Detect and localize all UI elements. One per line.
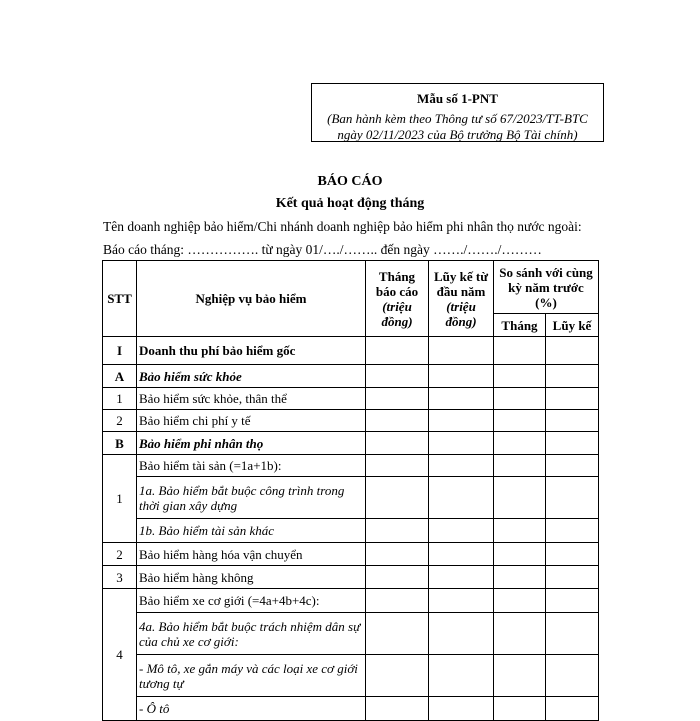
header-compare-ytd: Lũy kế [546, 314, 599, 337]
row-stt: 1 [103, 388, 137, 410]
table-row [103, 519, 599, 543]
table-row [103, 697, 599, 721]
table-row [103, 337, 599, 365]
cell-month [366, 655, 429, 697]
cell-ytd [429, 432, 494, 455]
table-row [103, 613, 599, 655]
cell-compare-month [494, 589, 546, 613]
row-label: Bảo hiểm chi phí y tế [137, 410, 366, 432]
cell-compare-ytd [546, 455, 599, 477]
table-row [103, 655, 599, 697]
cell-month [366, 455, 429, 477]
cell-compare-month [494, 543, 546, 566]
period-line: Báo cáo tháng: ……………. từ ngày 01/…./…….. đến ngày ……./……./……… [103, 242, 542, 257]
row-label: Bảo hiểm hàng không [137, 566, 366, 589]
cell-ytd [429, 337, 494, 365]
cell-compare-month [494, 477, 546, 519]
cell-compare-ytd [546, 432, 599, 455]
cell-compare-ytd [546, 477, 599, 519]
row-stt: 2 [103, 410, 137, 432]
row-label: Doanh thu phí bảo hiểm gốc [137, 337, 366, 365]
header-month [366, 261, 429, 337]
cell-compare-month [494, 365, 546, 388]
cell-compare-ytd [546, 589, 599, 613]
cell-compare-ytd [546, 410, 599, 432]
header-compare: So sánh với cùng kỳ năm trước (%) [494, 261, 599, 314]
row-label: Bảo hiểm sức khỏe, thân thể [137, 388, 366, 410]
row-label: - Mô tô, xe gắn máy và các loại xe cơ giới tương tự [137, 655, 366, 697]
cell-compare-month [494, 432, 546, 455]
cell-month [366, 613, 429, 655]
row-label: Bảo hiểm phi nhân thọ [137, 432, 366, 455]
report-title: BÁO CÁO [317, 174, 383, 189]
report-table [102, 260, 599, 721]
cell-ytd [429, 566, 494, 589]
row-label: Bảo hiểm hàng hóa vận chuyển [137, 543, 366, 566]
cell-ytd [429, 455, 494, 477]
cell-compare-month [494, 337, 546, 365]
row-stt: A [103, 365, 137, 388]
row-label: 1b. Bảo hiểm tài sản khác [137, 519, 366, 543]
row-stt: 4 [103, 589, 137, 721]
row-label: Bảo hiểm tài sản (=1a+1b): [137, 455, 366, 477]
cell-ytd [429, 589, 494, 613]
header-ytd [429, 261, 494, 337]
cell-month [366, 543, 429, 566]
cell-compare-month [494, 566, 546, 589]
cell-compare-month [494, 697, 546, 721]
header-ytd-label: Lũy kế từ đầu năm [433, 268, 489, 299]
row-label: 1a. Bảo hiểm bắt buộc công trình trong thời gian xây dựng [137, 477, 366, 519]
cell-month [366, 589, 429, 613]
cell-compare-ytd [546, 655, 599, 697]
cell-compare-month [494, 388, 546, 410]
row-stt: I [103, 337, 137, 365]
cell-ytd [429, 388, 494, 410]
header-month-label: Tháng báo cáo [375, 268, 419, 299]
table-row [103, 432, 599, 455]
company-line: Tên doanh nghiệp bảo hiểm/Chi nhánh doanh nghiệp bảo hiểm phi nhân thọ nước ngoài: [103, 219, 582, 234]
cell-ytd [429, 697, 494, 721]
header-month-unit: (triệu đồng) [381, 298, 413, 329]
header-compare-month: Tháng [494, 314, 546, 337]
cell-ytd [429, 365, 494, 388]
row-label: 4a. Bảo hiểm bắt buộc trách nhiệm dân sự của chủ xe cơ giới: [137, 613, 366, 655]
form-note-line2: ngày 02/11/2023 của Bộ trưởng Bộ Tài chính) [337, 127, 578, 142]
cell-month [366, 365, 429, 388]
cell-ytd [429, 477, 494, 519]
form-code-box [311, 83, 604, 142]
cell-compare-ytd [546, 519, 599, 543]
cell-compare-ytd [546, 337, 599, 365]
form-note-line1: (Ban hành kèm theo Thông tư số 67/2023/TT-BTC [327, 111, 588, 126]
header-ytd-unit: (triệu đồng) [445, 298, 477, 329]
cell-compare-ytd [546, 566, 599, 589]
header-business: Nghiệp vụ bảo hiểm [137, 261, 366, 337]
cell-compare-ytd [546, 388, 599, 410]
cell-month [366, 337, 429, 365]
table-row [103, 365, 599, 388]
row-stt: B [103, 432, 137, 455]
row-label: Bảo hiểm sức khỏe [137, 365, 366, 388]
cell-compare-ytd [546, 365, 599, 388]
cell-ytd [429, 543, 494, 566]
cell-ytd [429, 655, 494, 697]
cell-compare-month [494, 410, 546, 432]
cell-compare-ytd [546, 697, 599, 721]
cell-month [366, 410, 429, 432]
row-stt: 2 [103, 543, 137, 566]
row-label: Bảo hiểm xe cơ giới (=4a+4b+4c): [137, 589, 366, 613]
header-stt: STT [103, 261, 137, 337]
cell-month [366, 566, 429, 589]
row-stt: 1 [103, 455, 137, 543]
cell-month [366, 477, 429, 519]
report-subtitle: Kết quả hoạt động tháng [275, 196, 425, 211]
cell-month [366, 388, 429, 410]
cell-ytd [429, 519, 494, 543]
table-row [103, 589, 599, 613]
table-row [103, 566, 599, 589]
table-row [103, 455, 599, 477]
table-row [103, 388, 599, 410]
cell-ytd [429, 613, 494, 655]
table-row [103, 410, 599, 432]
cell-ytd [429, 410, 494, 432]
cell-month [366, 432, 429, 455]
row-stt: 3 [103, 566, 137, 589]
cell-compare-ytd [546, 613, 599, 655]
cell-compare-month [494, 613, 546, 655]
table-row [103, 477, 599, 519]
cell-compare-month [494, 519, 546, 543]
cell-compare-month [494, 455, 546, 477]
cell-compare-month [494, 655, 546, 697]
cell-month [366, 697, 429, 721]
form-code: Mẫu số 1-PNT [417, 91, 498, 106]
table-row [103, 543, 599, 566]
row-label: - Ô tô [137, 697, 366, 721]
cell-compare-ytd [546, 543, 599, 566]
cell-month [366, 519, 429, 543]
